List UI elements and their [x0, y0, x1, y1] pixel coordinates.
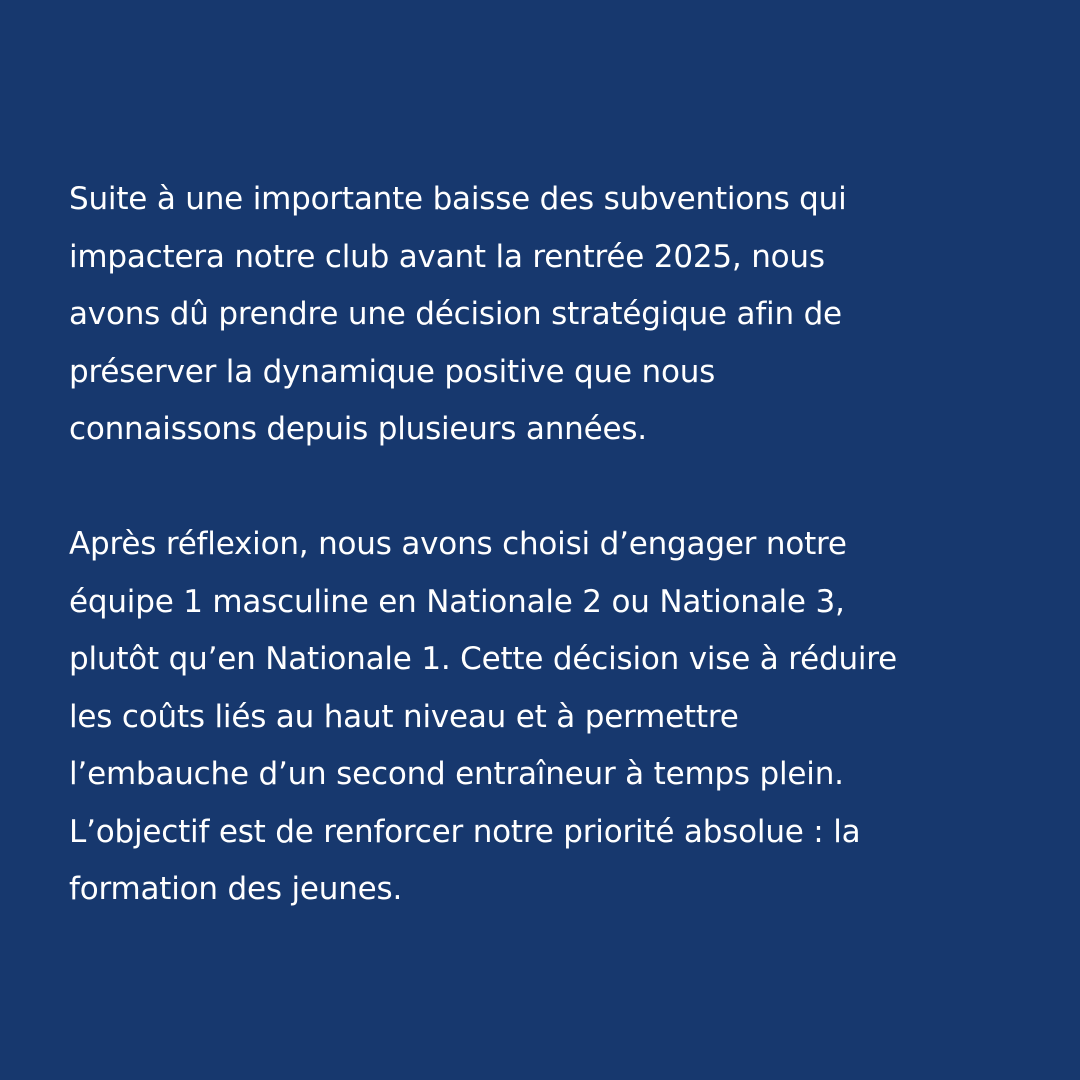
announcement-text	[69, 171, 1029, 919]
text-line: préserver la dynamique positive que nous	[69, 353, 716, 390]
paragraph-subsidy-context	[69, 171, 1029, 459]
text-line: avons dû prendre une décision stratégique afin de	[69, 296, 842, 332]
text-line: impactera notre club avant la rentrée 2025, nous	[69, 238, 825, 275]
paragraph-decision	[69, 516, 1029, 919]
text-line: l’embauche d’un second entraîneur à temps plein.	[69, 756, 844, 792]
text-line: équipe 1 masculine en Nationale 2 ou Nationale 3,	[69, 583, 845, 620]
text-line: Suite à une importante baisse des subventions qui	[69, 181, 847, 217]
text-line: les coûts liés au haut niveau et à permettre	[69, 698, 739, 735]
text-line: Après réflexion, nous avons choisi d’engager notre	[69, 526, 847, 562]
text-line: formation des jeunes.	[69, 871, 403, 907]
paragraph-spacer	[69, 459, 1029, 517]
text-line: L’objectif est de renforcer notre priorité absolue : la	[69, 813, 861, 850]
text-line: plutôt qu’en Nationale 1. Cette décision vise à réduire	[69, 641, 898, 677]
text-line: connaissons depuis plusieurs années.	[69, 411, 647, 447]
